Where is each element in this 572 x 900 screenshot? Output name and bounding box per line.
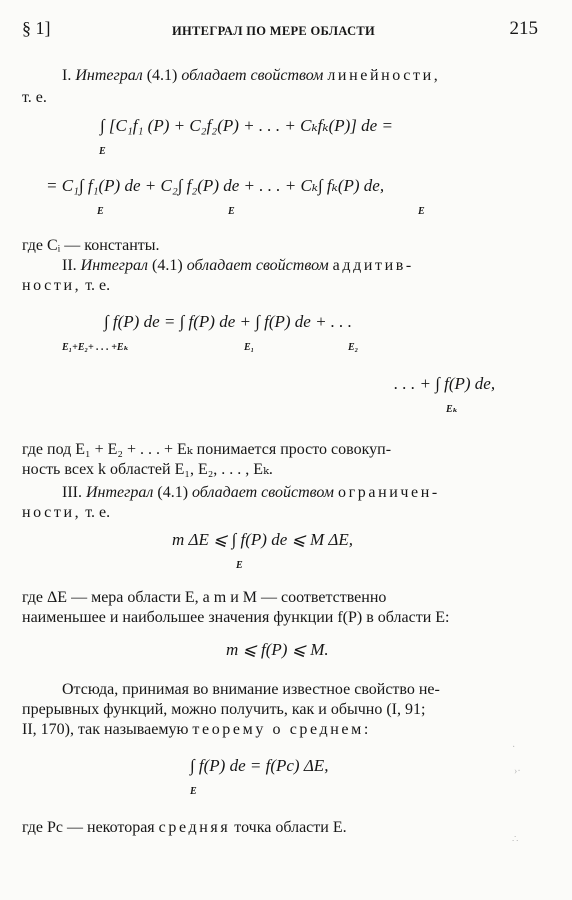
equation-4: m ⩽ f(P) ⩽ M. xyxy=(226,640,329,659)
equation-1-limit-b: E xyxy=(97,206,104,217)
equation-2-limit-e2: E₂ xyxy=(348,342,359,353)
equation-3-limit: E xyxy=(236,560,243,571)
sum-note-line-2: ность всех k областей E₁, E₂, . . . , Eₖ. xyxy=(22,461,273,478)
scan-speck: ∴ xyxy=(512,834,519,845)
property-1-number: I. xyxy=(62,67,72,84)
property-3-spaced-a: ограничен- xyxy=(338,484,440,501)
measure-note-line-1: где ΔE — мера области E, а m и M — соответственно xyxy=(22,589,387,606)
property-3-ref: (4.1) xyxy=(157,484,189,501)
equation-1-limit-d: E xyxy=(418,206,425,217)
property-1-cont: т. е. xyxy=(22,89,47,106)
equation-3: m ΔE ⩽ ∫ f(P) de ⩽ M ΔE, xyxy=(172,530,354,549)
mean-value-theorem-term: теорему о среднем: xyxy=(192,721,371,738)
equation-5-limit: E xyxy=(190,786,197,797)
equation-2-line-2: . . . + ∫ f(P) de, xyxy=(394,374,496,393)
property-3-cont: т. е. xyxy=(85,504,111,521)
page-number: 215 xyxy=(509,18,538,39)
property-3-line-2 xyxy=(22,503,110,523)
property-2-ref: (4.1) xyxy=(152,257,183,274)
measure-note-line-2: наименьшее и наибольшее значения функции f(P) в области E: xyxy=(22,609,450,626)
paragraph-line-3 xyxy=(22,720,371,740)
equation-1-line-2: = C₁∫ f₁(P) de + C₂∫ f₂(P) de + . . . + Cₖ∫ fₖ(P) de, xyxy=(46,176,385,195)
property-3-spaced-b: ности, xyxy=(22,504,82,521)
property-2-line-2 xyxy=(22,276,110,296)
equation-2-limit-e1: E₁ xyxy=(244,342,255,353)
equation-2-limit-sum: E₁+E₂+ . . . +Eₖ xyxy=(62,342,129,353)
property-2-italic-a: Интеграл xyxy=(80,257,149,274)
property-2-italic-b: обладает свойством xyxy=(186,257,329,274)
property-1-italic-a: Интеграл xyxy=(75,67,143,84)
section-marker: § 1] xyxy=(22,18,51,38)
paragraph-line-1: Отсюда, принимая во внимание известное свойство не- xyxy=(62,681,440,698)
property-3-italic-b: обладает свойством xyxy=(192,484,334,501)
equation-1-limit-c: E xyxy=(228,206,235,217)
scan-speck: · xyxy=(512,742,516,753)
equation-5: ∫ f(P) de = f(Pc) ΔE, xyxy=(190,756,329,775)
property-2-spaced-a: аддитив- xyxy=(332,257,414,274)
equation-1-line-1: ∫ [C₁f₁ (P) + C₂f₂(P) + . . . + Cₖfₖ(P)] de = xyxy=(100,116,393,135)
property-1-italic-b: обладает свойством xyxy=(181,67,324,84)
scan-speck: ›· xyxy=(514,766,521,777)
property-2-number: II. xyxy=(62,257,77,274)
equation-1-limit-a: E xyxy=(99,146,106,157)
property-1-spaced: линейности, xyxy=(327,67,441,84)
sum-note-line-1: где под E₁ + E₂ + . . . + Eₖ понимается просто совокуп- xyxy=(22,441,392,458)
final-line-b: точка области E. xyxy=(234,819,347,836)
constants-note: где Cᵢ — константы. xyxy=(22,237,160,254)
property-1-ref: (4.1) xyxy=(146,67,178,84)
property-1-line-1 xyxy=(62,66,440,86)
property-2-line-1 xyxy=(62,256,414,276)
equation-2-limit-ek: Eₖ xyxy=(446,404,458,415)
final-line-spaced: средняя xyxy=(158,819,231,836)
property-2-spaced-b: ности, xyxy=(22,277,82,294)
property-3-italic-a: Интеграл xyxy=(85,484,154,501)
running-title: ИНТЕГРАЛ ПО МЕРЕ ОБЛАСТИ xyxy=(172,24,376,38)
property-3-line-1 xyxy=(62,483,440,503)
property-2-cont: т. е. xyxy=(85,277,111,294)
paragraph-line-3-text: II, 170), так называемую xyxy=(22,721,189,738)
property-3-number: III. xyxy=(62,484,82,501)
paragraph-line-2: прерывных функций, можно получить, как и обычно (I, 91; xyxy=(22,701,426,718)
final-line-a: где Pc — некоторая xyxy=(22,819,155,836)
equation-2-line-1: ∫ f(P) de = ∫ f(P) de + ∫ f(P) de + . . . xyxy=(104,312,353,331)
final-line xyxy=(22,818,347,838)
